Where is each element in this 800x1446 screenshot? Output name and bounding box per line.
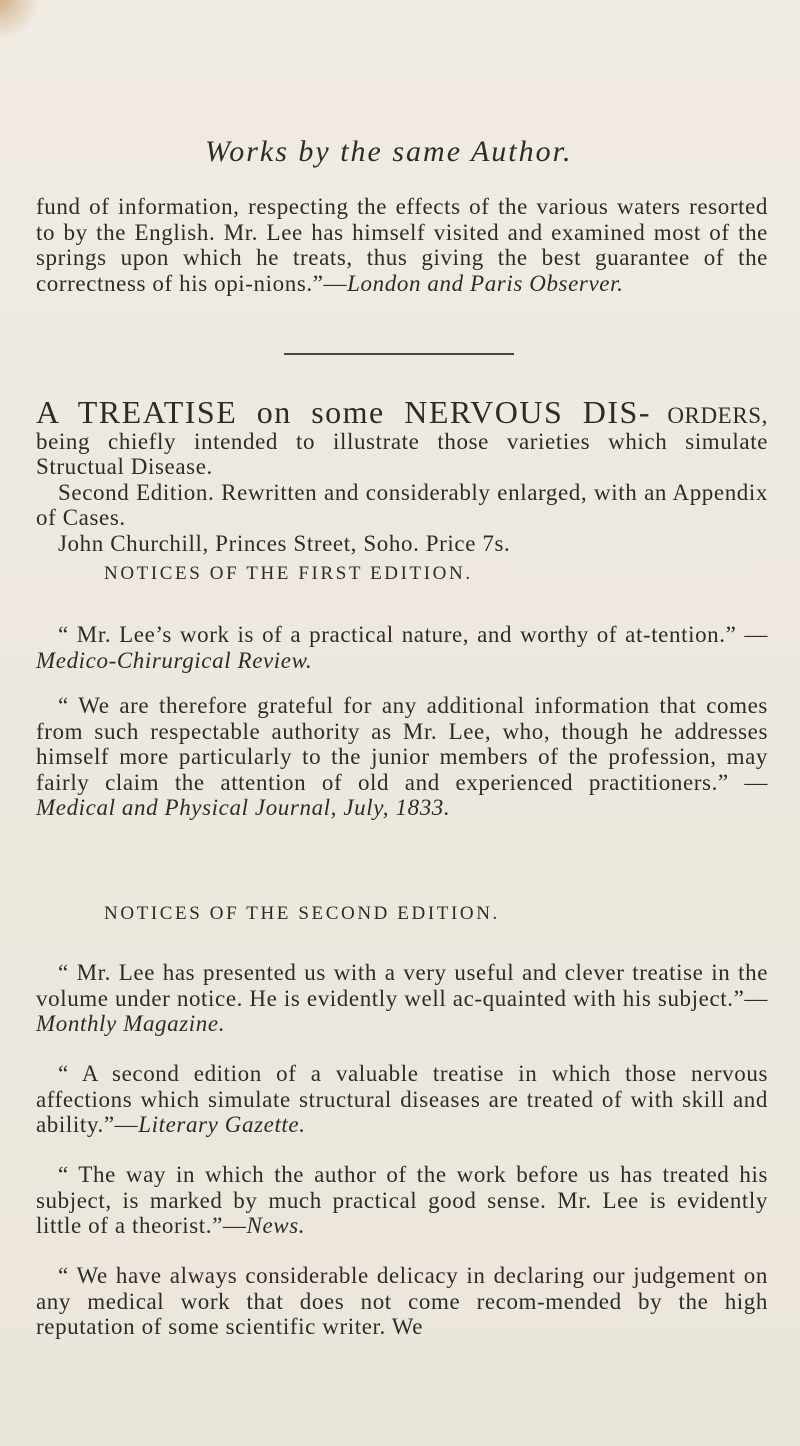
notice-source: Medico-Chirurgical Review. (36, 647, 313, 673)
notice-text: “ Mr. Lee has presented us with a very useful and clever treatise in the volume under notice. He is evidently well ac-quainted with his subject.”— (36, 960, 768, 1011)
notice-text: “ The way in which the author of the work before us has treated his subject, is marked by much practical good sense. Mr. Lee is evidently little of a theorist.”— (36, 1162, 768, 1238)
notice-text: “ We are therefore grateful for any additional information that comes from such respectable authority as Mr. Lee, who, though he addresses himself more particularly to the junior members of the profession, may fairly claim the attention of old and experienced practitioners.” — (36, 693, 768, 795)
treatise-title-main: NERVOUS DIS- (404, 394, 651, 430)
second-edition-notice-1 (36, 960, 768, 1037)
notice-text: “ Mr. Lee’s work is of a practical nature, and worthy of at-tention.” — (58, 622, 768, 647)
notice-text: “ We have always considerable delicacy in declaring our judgement on any medical work that does not come recom-mended by the high reputation of some scientific writer. We (36, 1263, 768, 1339)
second-edition-notice-3 (36, 1162, 768, 1239)
treatise-publisher: John Churchill, Princes Street, Soho. Price 7s. (58, 530, 511, 556)
section-divider-rule (284, 353, 514, 355)
treatise-title-lead: A TREATISE (36, 394, 238, 430)
notice-source: Monthly Magazine. (36, 1011, 226, 1036)
page-corner-stain (0, 0, 40, 40)
notice-text: “ A second edition of a valuable treatise in which those nervous affections which simulate structural diseases are treated of with skill and ability.”— (36, 1061, 768, 1137)
second-edition-notice-2 (36, 1061, 768, 1138)
running-head: Works by the same Author. (205, 135, 573, 168)
first-edition-notice-1 (36, 622, 768, 673)
first-edition-heading: NOTICES OF THE FIRST EDITION. (104, 563, 473, 584)
intro-source: London and Paris Observer. (347, 270, 624, 296)
intro-text: fund of information, respecting the effects of the various waters resorted to by the English. Mr. Lee has himself visited and examined most of the springs upon which he treats, thus giving the best guarantee of the correctness of his opi-nions.”— (36, 194, 768, 296)
notice-source: Medical and Physical Journal, July, 1833. (36, 795, 451, 820)
treatise-title-mid: on some (237, 394, 405, 430)
notice-source: Literary Gazette. (138, 1112, 306, 1137)
intro-paragraph (36, 194, 768, 296)
treatise-edition-note: Second Edition. Rewritten and considerably enlarged, with an Appendix of Cases. (36, 479, 768, 530)
first-edition-notice-2 (36, 693, 768, 821)
treatise-entry (36, 394, 769, 556)
notice-source: News. (246, 1213, 306, 1238)
treatise-title-rest: ORDERS, being chiefly intended to illustrate those varieties which simulate Structual Disease. (36, 403, 769, 479)
second-edition-notice-4 (36, 1263, 768, 1340)
second-edition-heading: NOTICES OF THE SECOND EDITION. (104, 903, 500, 924)
